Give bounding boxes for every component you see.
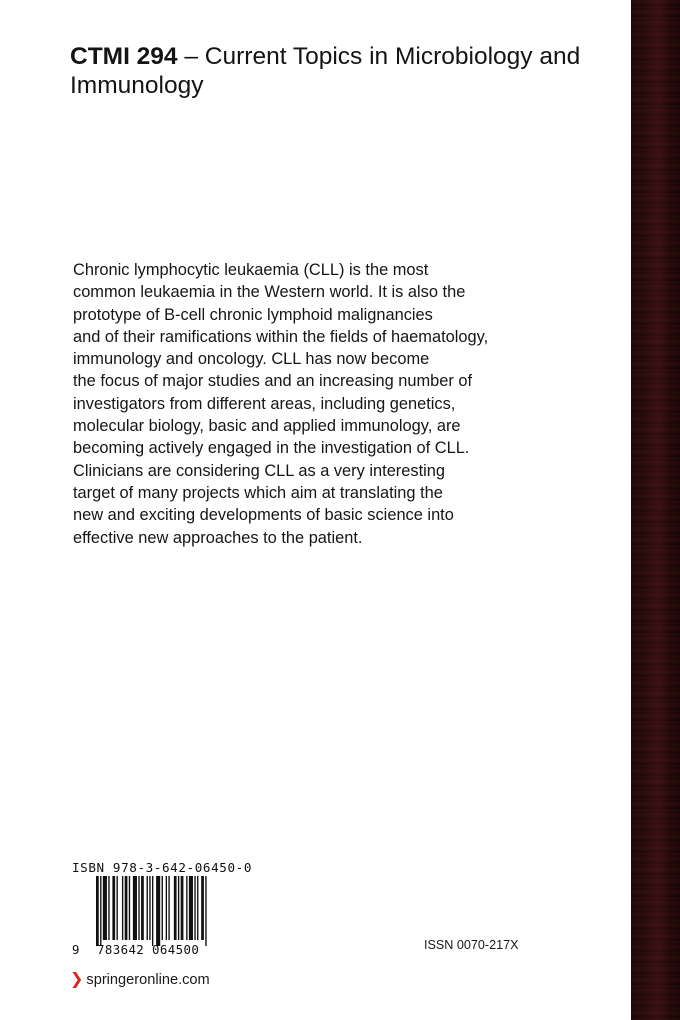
barcode-bar (201, 876, 204, 940)
barcode-bar (149, 876, 150, 940)
description-line: and of their ramifications within the fields of haematology, (73, 327, 489, 346)
barcode-bar (178, 876, 179, 940)
barcode-bar (186, 876, 187, 940)
barcode-bar (181, 876, 184, 940)
chevron-right-icon: ❯ (70, 971, 84, 988)
barcode-bar (125, 876, 128, 940)
barcode-bar (197, 876, 198, 940)
series-number: CTMI 294 (70, 43, 178, 70)
barcode-image (96, 876, 208, 946)
spine-strip (631, 0, 680, 1020)
description-line: molecular biology, basic and applied immunology, are (73, 417, 461, 436)
description-line: new and exciting developments of basic science into (73, 506, 454, 525)
publisher-link[interactable] (70, 972, 210, 988)
barcode-bar (166, 876, 167, 940)
description-line: Chronic lymphocytic leukaemia (CLL) is the most (73, 261, 429, 279)
barcode-digits: 783642 064500 (97, 942, 200, 957)
publisher-url[interactable]: springeronline.com (86, 972, 210, 988)
description-line: prototype of B-cell chronic lymphoid malignancies (73, 305, 433, 324)
barcode-bar (147, 876, 148, 940)
description-line: target of many projects which aim at translating the (73, 483, 443, 502)
description-line: Clinicians are considering CLL as a very interesting (73, 461, 446, 480)
description-line: common leukaemia in the Western world. It is also the (73, 283, 466, 302)
description-line: the focus of major studies and an increasing number of (73, 372, 473, 391)
barcode-bar (96, 876, 99, 946)
barcode-bar (103, 876, 107, 940)
barcode-bar (156, 876, 160, 946)
barcode-bar (205, 876, 206, 946)
description-line: immunology and oncology. CLL has now become (73, 350, 430, 369)
barcode-bar (138, 876, 139, 940)
barcode-bar (108, 876, 109, 940)
barcode-bar (129, 876, 130, 940)
issn-number: ISSN 0070-217X (424, 938, 519, 952)
barcode-bar (122, 876, 123, 940)
barcode-bar (152, 876, 153, 946)
book-title (70, 42, 610, 100)
barcode-bar (100, 876, 101, 946)
barcode-bar (133, 876, 137, 940)
barcode-bar (116, 876, 117, 940)
barcode-bar (189, 876, 193, 940)
description-line: investigators from different areas, including genetics, (73, 394, 456, 413)
barcode-bar (162, 876, 163, 940)
description-text (73, 259, 543, 549)
description-line: becoming actively engaged in the investigation of CLL. (73, 439, 470, 458)
barcode-lead-digit: 9 (72, 942, 80, 957)
barcode-bar (141, 876, 144, 940)
barcode-bar (168, 876, 169, 940)
isbn-label: ISBN 978-3-642-06450-0 (72, 860, 253, 875)
barcode-bar (194, 876, 195, 940)
series-name: – Current Topics in Microbiology and Immunology (70, 43, 581, 99)
description-line: effective new approaches to the patient. (73, 528, 363, 547)
barcode-bar (112, 876, 115, 940)
barcode-bar (174, 876, 177, 940)
